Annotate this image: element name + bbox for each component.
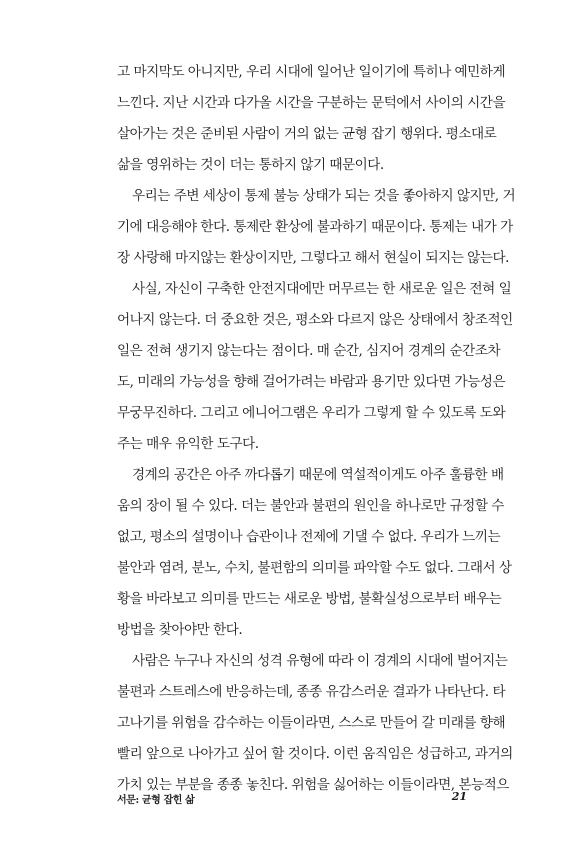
text-line: 움의 장이 될 수 있다. 더는 불안과 불편의 원인을 하나로만 규정할 수: [117, 498, 504, 514]
text-line: 가치 있는 부분을 종종 놓친다. 위험을 싫어하는 이들이라면, 본능적으: [117, 777, 509, 793]
running-title: 서문: 균형 잡힌 삶: [117, 795, 195, 806]
paragraph-first-line: 우리는 주변 세상이 통제 불능 상태가 되는 것을 좋아하지 않지만, 거: [132, 188, 516, 204]
text-line: 장 사랑해 마지않는 환상이지만, 그렇다고 해서 현실이 되지는 않는다.: [117, 250, 509, 266]
text-line: 삶을 영위하는 것이 더는 통하지 않기 때문이다.: [117, 157, 384, 173]
paragraph-first-line: 경계의 공간은 아주 까다롭기 때문에 역설적이게도 아주 훌륭한 배: [132, 467, 504, 483]
text-line: 기에 대응해야 한다. 통제란 환상에 불과하기 때문이다. 통제는 내가 가: [117, 219, 513, 235]
text-line: 일은 전혀 생기지 않는다는 점이다. 매 순간, 심지어 경계의 순간조차: [117, 343, 501, 359]
text-line: 도, 미래의 가능성을 향해 걸어가려는 바람과 용기만 있다면 가능성은: [117, 374, 506, 390]
text-line: 살아가는 것은 준비된 사람이 거의 없는 균형 잡기 행위다. 평소대로: [117, 126, 497, 142]
text-line: 고나기를 위험을 감수하는 이들이라면, 스스로 만들어 갈 미래를 향해: [117, 715, 506, 731]
text-line: 무궁무진하다. 그리고 에니어그램은 우리가 그렇게 할 수 있도록 도와: [117, 405, 506, 421]
body-text: [117, 57, 516, 801]
text-line: 주는 매우 유익한 도구다.: [117, 436, 259, 452]
text-line: 불편과 스트레스에 반응하는데, 종종 유감스러운 결과가 나타난다. 타: [117, 684, 506, 700]
text-line: 고 마지막도 아니지만, 우리 시대에 일어난 일이기에 특히나 예민하게: [117, 64, 506, 80]
text-line: 방법을 찾아야만 한다.: [117, 622, 243, 638]
text-line: 어나지 않는다. 더 중요한 것은, 평소와 다르지 않은 상태에서 창조적인: [117, 312, 513, 328]
page-number: 21: [451, 790, 467, 803]
text-line: 황을 바라보고 의미를 만드는 새로운 방법, 불확실성으로부터 배우는: [117, 591, 502, 607]
text-line: 빨리 앞으로 나아가고 싶어 할 것이다. 이런 움직임은 성급하고, 과거의: [117, 746, 513, 762]
paragraph-first-line: 사실, 자신이 구축한 안전지대에만 머무르는 한 새로운 일은 전혀 일: [132, 281, 512, 297]
paragraph-first-line: 사람은 누구나 자신의 성격 유형에 따라 이 경계의 시대에 벌어지는: [132, 653, 508, 669]
text-line: 느낀다. 지난 시간과 다가올 시간을 구분하는 문턱에서 사이의 시간을: [117, 95, 506, 111]
text-line: 불안과 염려, 분노, 수치, 불편함의 의미를 파악할 수도 없다. 그래서 상: [117, 560, 512, 576]
text-line: 없고, 평소의 설명이나 습관이나 전제에 기댈 수 없다. 우리가 느끼는: [117, 529, 501, 545]
